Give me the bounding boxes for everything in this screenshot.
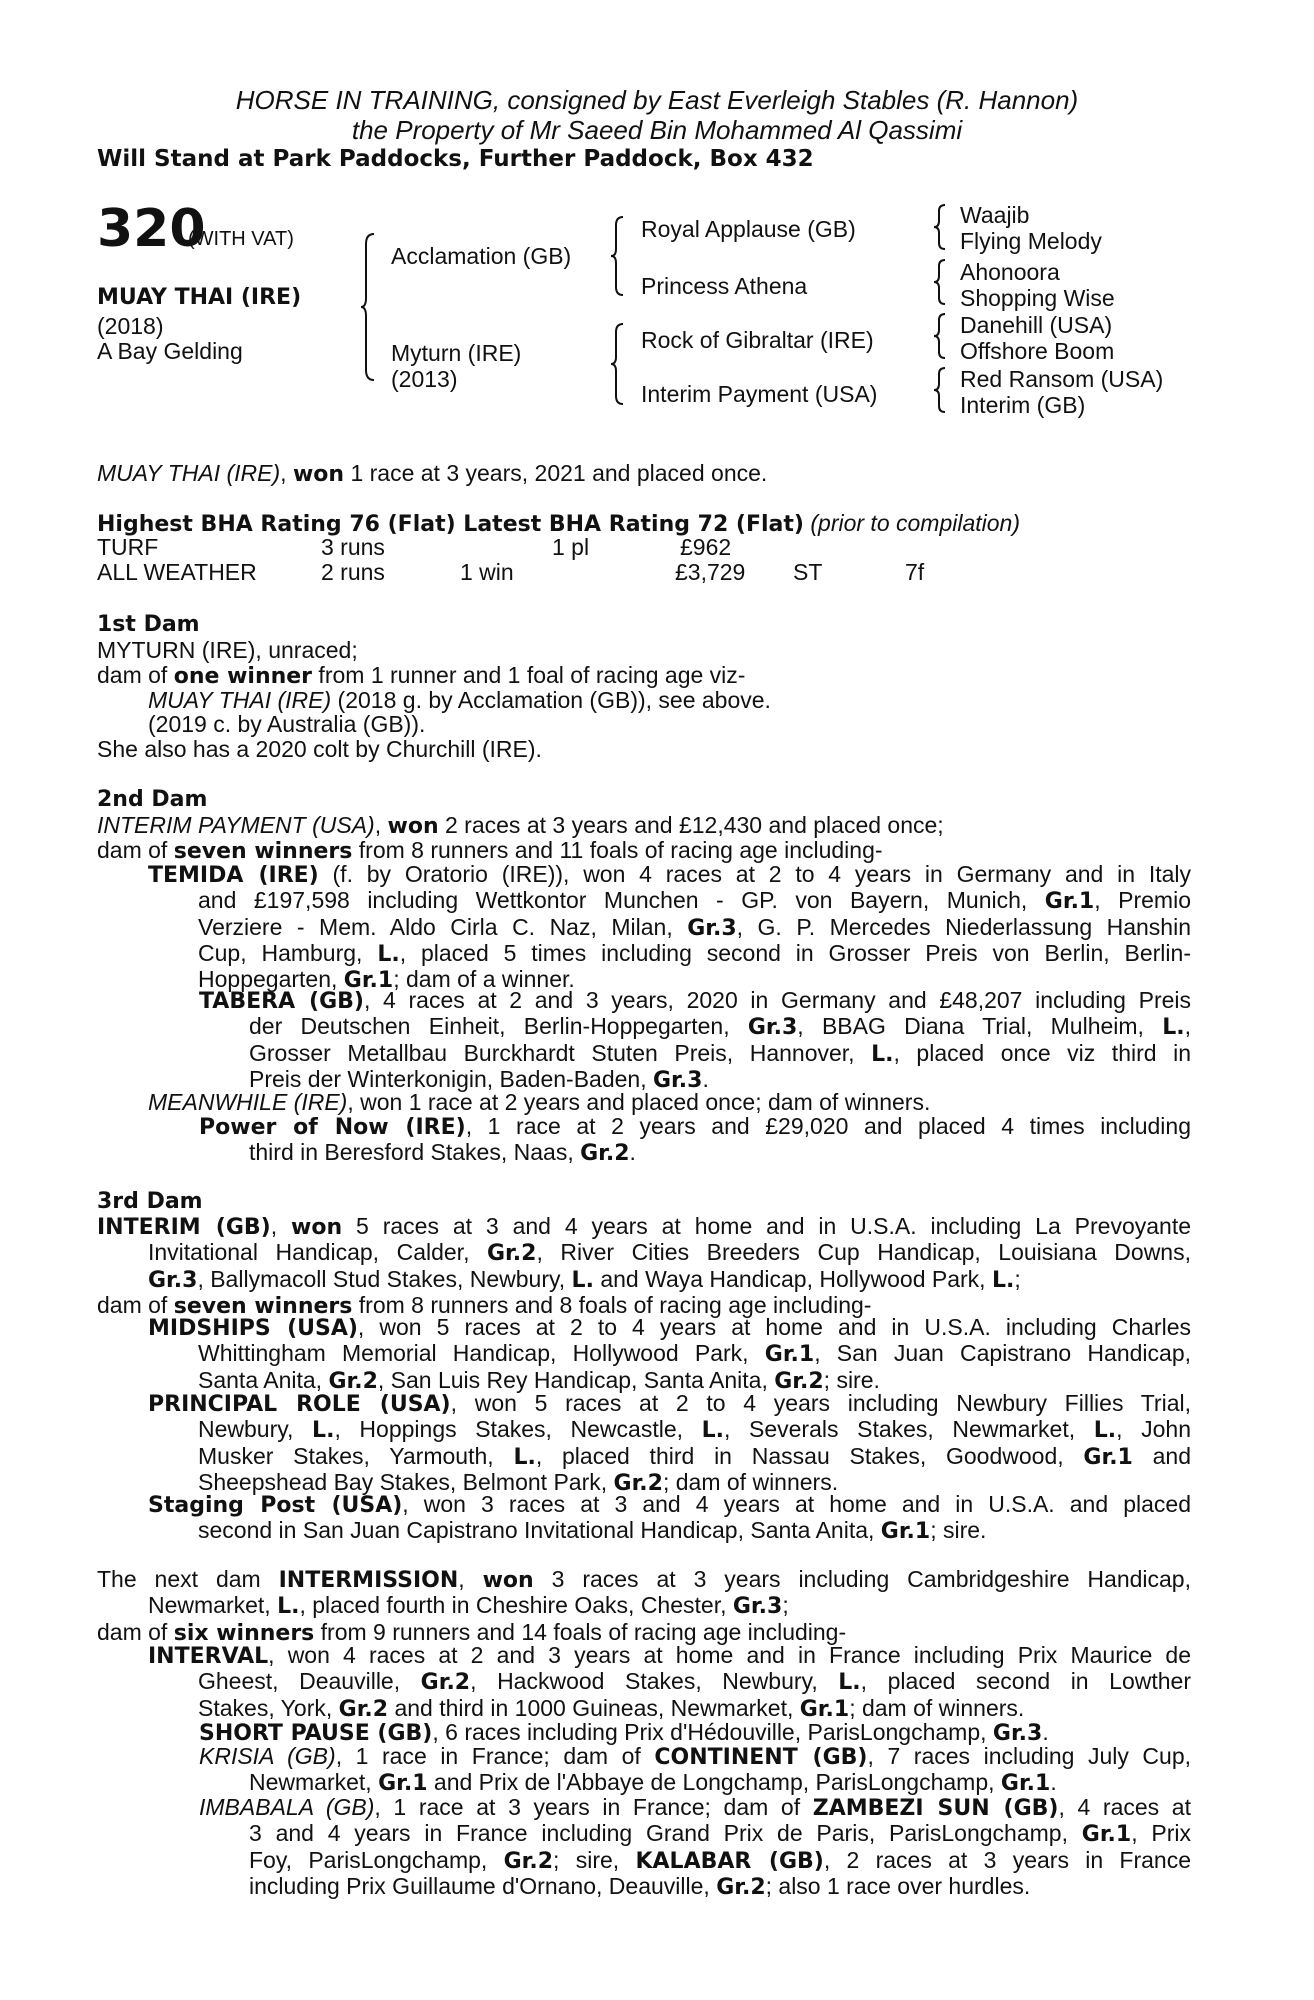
dam1-line: dam of one winner from 1 runner and 1 foal of racing age viz- (97, 662, 746, 689)
header-consignor: HORSE IN TRAINING, consigned by East Everleigh Stables (R. Hannon) (235, 85, 1079, 115)
progeny-temida: TEMIDA (IRE) (f. by Oratorio (IRE)), won 4 races at 2 to 4 years in Germany and in Italy and £197,598 including Wettkontor Munchen - GP. von Bayern, Munich, Gr.1, Premio Verziere - Mem. Aldo Cirla C. Naz, Milan, Gr.3, G. P. Mercedes Niederlassung Hanshin Cup, Hamburg, L., placed 5 times including second in Grosser Preis von Berlin, Berlin- Hoppegarten, Gr.1; dam of a winner. (148, 861, 1192, 994)
dam1-line: MYTURN (IRE), unraced; (97, 637, 358, 663)
progeny-principal-role: PRINCIPAL ROLE (USA), won 5 races at 2 to 4 years including Newbury Fillies Trial, Newbury, L., Hoppings Stakes, Newcastle, L., Severals Stakes, Newmarket, L., John Musker Stakes, Yarmouth, L., placed third in Nassau Stakes, Goodwood, Gr.1 and Sheepshead Bay Stakes, Belmont Park, Gr.2; dam of winners. (148, 1390, 1192, 1496)
pedigree-brace-1 (360, 232, 382, 382)
pedigree-sds: Ahonoora (960, 259, 1060, 285)
dam3-heading: 3rd Dam (97, 1189, 203, 1214)
record-wins: 1 win (460, 559, 514, 585)
dam2-line: INTERIM PAYMENT (USA), won 2 races at 3 years and £12,430 and placed once; (97, 812, 944, 839)
summary-rest: 1 race at 3 years, 2021 and placed once. (344, 460, 768, 486)
record-earnings: £962 (680, 534, 732, 560)
pedigree-brace-3 (610, 322, 630, 406)
pedigree-sdd: Shopping Wise (960, 285, 1115, 311)
pedigree-dsd: Offshore Boom (960, 338, 1115, 364)
pedigree-brace-4 (933, 203, 951, 251)
next-dam-record: The next dam INTERMISSION, won 3 races at 3 years including Cambridgeshire Handicap, Newmarket, L., placed fourth in Cheshire Oaks, Chester, Gr.3; dam of six winners from 9 runners and 14 foals of racing age including- (97, 1566, 1191, 1646)
pedigree-dds: Red Ransom (USA) (960, 366, 1164, 392)
progeny-tabera: TABERA (GB), 4 races at 2 and 3 years, 2020 in Germany and £48,207 including Preis der Deutschen Einheit, Berlin-Hoppegarten, Gr.3, BBAG Diana Trial, Mulheim, L., Grosser Metallbau Burckhardt Stuten Preis, Hannover, L., placed once viz third in Preis der Winterkonigin, Baden-Baden, Gr.3. (199, 987, 1192, 1093)
pedigree-sss: Waajib (960, 202, 1030, 228)
dam1-line: She also has a 2020 colt by Churchill (IRE). (97, 736, 542, 762)
dam2-line: dam of seven winners from 8 runners and 11 foals of racing age including- (97, 837, 883, 864)
dam1-line: (2019 c. by Australia (GB)). (148, 711, 426, 737)
pedigree-dam-dam: Interim Payment (USA) (641, 381, 878, 407)
horse-year: (2018) (97, 313, 164, 339)
record-surface: TURF (97, 534, 159, 560)
summary-won: won (292, 462, 345, 487)
header-owner: the Property of Mr Saeed Bin Mohammed Al Qassimi (351, 115, 963, 145)
record-going: ST (793, 559, 823, 585)
lot-number: 320 (97, 199, 206, 259)
progeny-short-pause: SHORT PAUSE (GB), 6 races including Prix d'Hédouville, ParisLongchamp, Gr.3. (199, 1719, 1049, 1746)
pedigree-brace-6 (933, 312, 951, 360)
pedigree-sire-sire: Royal Applause (GB) (641, 216, 856, 242)
pedigree-sire: Acclamation (GB) (391, 243, 572, 269)
progeny-staging-post: Staging Post (USA), won 3 races at 3 and 4 years at home and in U.S.A. and placed second in San Juan Capistrano Invitational Handicap, Santa Anita, Gr.1; sire. (148, 1491, 1191, 1545)
progeny-power-of-now: Power of Now (IRE), 1 race at 2 years and £29,020 and placed 4 times including third in Beresford Stakes, Naas, Gr.2. (199, 1113, 1191, 1167)
progeny-interval: INTERVAL, won 4 races at 2 and 3 years at home and in France including Prix Maurice de Gheest, Deauville, Gr.2, Hackwood Stakes, Newbury, L., placed second in Lowther Stakes, York, Gr.2 and third in 1000 Guineas, Newmarket, Gr.1; dam of winners. (148, 1642, 1191, 1722)
race-summary: MUAY THAI (IRE), won 1 race at 3 years, 2021 and placed once. (97, 460, 768, 487)
progeny-krisia: KRISIA (GB), 1 race in France; dam of CONTINENT (GB), 7 races including July Cup, Newmarket, Gr.1 and Prix de l'Abbaye de Longchamp, ParisLongchamp, Gr.1. (199, 1743, 1192, 1797)
record-runs: 2 runs (321, 559, 385, 585)
dam2-heading: 2nd Dam (97, 787, 208, 812)
horse-description: A Bay Gelding (97, 338, 243, 364)
record-earnings: £3,729 (675, 559, 746, 585)
pedigree-ssd: Flying Melody (960, 228, 1102, 254)
progeny-midships: MIDSHIPS (USA), won 5 races at 2 to 4 years at home and in U.S.A. including Charles Whittingham Memorial Handicap, Hollywood Park, Gr.1, San Juan Capistrano Handicap, Santa Anita, Gr.2, San Luis Rey Handicap, Santa Anita, Gr.2; sire. (148, 1314, 1191, 1394)
dam1-line: MUAY THAI (IRE) (2018 g. by Acclamation (GB)), see above. (148, 687, 771, 713)
pedigree-dam: Myturn (IRE) (391, 340, 522, 366)
header-location: Will Stand at Park Paddocks, Further Paddock, Box 432 (97, 146, 814, 172)
pedigree-brace-2 (610, 215, 630, 297)
dam1-heading: 1st Dam (97, 612, 200, 637)
pedigree-brace-7 (933, 366, 951, 414)
progeny-imbabala: IMBABALA (GB), 1 race at 3 years in France; dam of ZAMBEZI SUN (GB), 4 races at 3 and 4 years in France including Grand Prix de Paris, ParisLongchamp, Gr.1, Prix Foy, ParisLongchamp, Gr.2; sire, KALABAR (GB), 2 races at 3 years in France including Prix Guillaume d'Ornano, Deauville, Gr.2; also 1 race over hurdles. (199, 1794, 1192, 1900)
record-placed: 1 pl (552, 534, 590, 560)
summary-name: MUAY THAI (IRE) (97, 460, 281, 486)
vat-note: (WITH VAT) (188, 228, 294, 250)
ratings-note: (prior to compilation) (810, 510, 1021, 536)
pedigree-dss: Danehill (USA) (960, 312, 1113, 338)
pedigree-dam-sire: Rock of Gibraltar (IRE) (641, 327, 874, 353)
pedigree-sire-dam: Princess Athena (641, 273, 808, 299)
pedigree-ddd: Interim (GB) (960, 392, 1086, 418)
record-runs: 3 runs (321, 534, 385, 560)
dam3-record: INTERIM (GB), won 5 races at 3 and 4 years at home and in U.S.A. including La Prevoyante Invitational Handicap, Calder, Gr.2, River Cities Breeders Cup Handicap, Louisiana Downs, Gr.3, Ballymacoll Stud Stakes, Newbury, L. and Waya Handicap, Hollywood Park, L.; dam of seven winners from 8 runners and 8 foals of racing age including- (97, 1213, 1191, 1319)
progeny-meanwhile: MEANWHILE (IRE), won 1 race at 2 years and placed once; dam of winners. (148, 1089, 931, 1115)
pedigree-brace-5 (933, 258, 951, 306)
racing-record-table (97, 535, 997, 587)
horse-name: MUAY THAI (IRE) (97, 285, 302, 310)
ratings-heading: Highest BHA Rating 76 (Flat) Latest BHA Rating 72 (Flat) (97, 512, 804, 537)
pedigree-dam-year: (2013) (391, 366, 458, 392)
record-distance: 7f (905, 559, 925, 585)
record-surface: ALL WEATHER (97, 559, 257, 585)
